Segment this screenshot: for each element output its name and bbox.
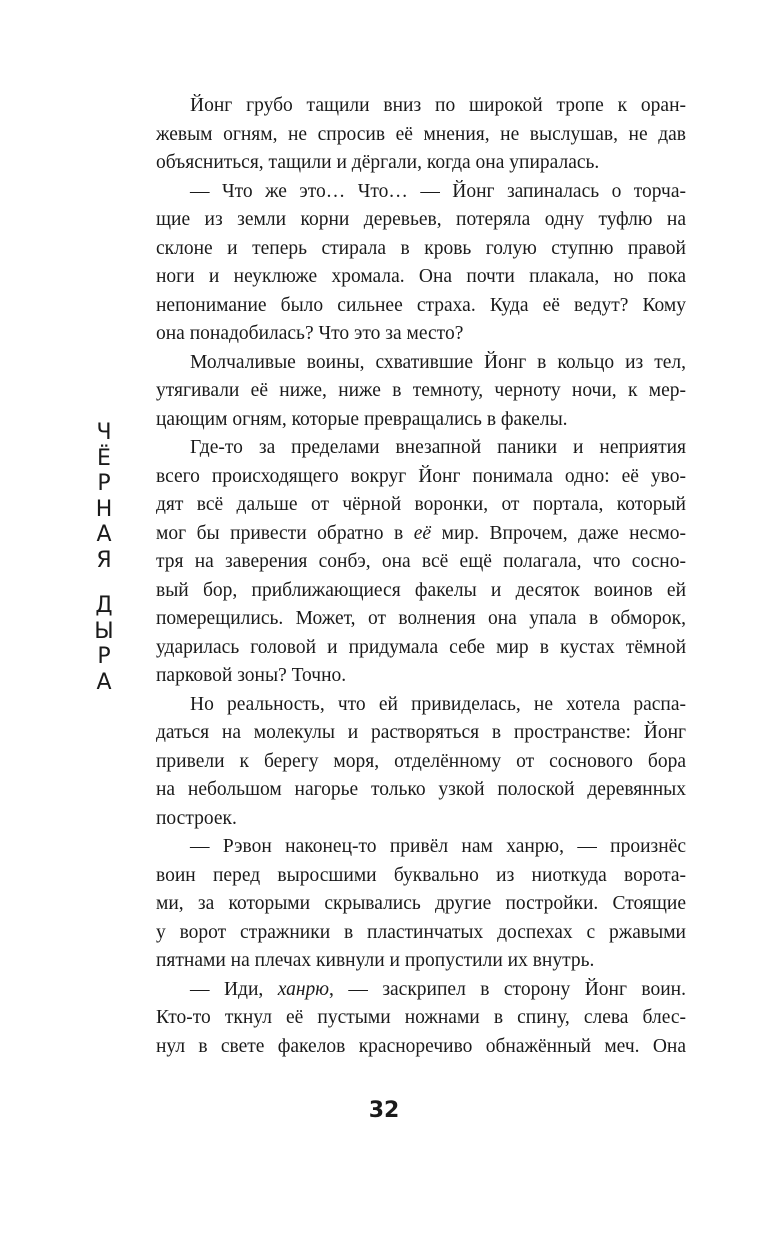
text-line: на небольшом нагорье только узкой полоской деревянных — [156, 779, 686, 800]
text-line: Кто-то ткнул её пустыми ножнами в спину, слева блес- — [156, 1007, 686, 1028]
text-line: утягивали её ниже, ниже в темноту, черноту ночи, к мер- — [156, 380, 686, 401]
text-line: она понадобилась? Что это за место? — [156, 323, 464, 344]
text-line: привели к берегу моря, отделённому от соснового бора — [156, 750, 686, 772]
running-head-book-title — [86, 420, 122, 695]
title-letter: Ч — [96, 420, 112, 445]
paragraph — [156, 178, 686, 349]
text-line: у ворот стражники в пластинчатых доспехах с ржавыми — [156, 921, 686, 943]
text-line: жевым огням, не спросив её мнения, не выслушав, не дав — [156, 123, 686, 145]
page-number: 32 — [368, 1098, 400, 1123]
text-line: щие из земли корни деревьев, потеряла одну туфлю на — [156, 209, 686, 230]
text-line: Молчаливые воины, схватившие Йонг в кольцо из тел, — [190, 351, 686, 373]
text-line: нул в свете факелов красноречиво обнажённый меч. Она — [156, 1035, 686, 1057]
title-letter: Ё — [97, 445, 111, 471]
title-letter: Р — [97, 644, 111, 669]
text-line: вый бор, приближающиеся факелы и десяток воинов ей — [156, 579, 686, 601]
text-line: померещились. Может, от волнения она упала в обморок, — [156, 608, 686, 629]
text-line: мог бы привести обратно в её мир. Впрочем, даже несмо- — [156, 522, 686, 544]
title-letter: Н — [95, 496, 113, 522]
text-line: — Рэвон наконец-то привёл нам ханрю, — произнёс — [190, 836, 686, 857]
title-letter: Р — [97, 471, 111, 496]
text-line: Где-то за пределами внезапной паники и неприятия — [190, 437, 686, 458]
text-line: дят всё дальше от чёрной воронки, от портала, который — [156, 494, 686, 515]
text-line: всего происходящего вокруг Йонг понимала одно: её уво- — [156, 465, 686, 487]
text-line: цающим огням, которые превращались в факелы. — [156, 408, 568, 430]
paragraph — [156, 976, 686, 1062]
text-line: — Что же это… Что… — Йонг запиналась о торча- — [190, 180, 686, 202]
text-line: склоне и теперь стирала в кровь голую ступню правой — [156, 237, 686, 259]
title-letter: А — [96, 522, 112, 547]
text-line: ноги и неуклюже хромала. Она почти плакала, но пока — [156, 266, 686, 287]
title-letter: Д — [95, 593, 113, 618]
text-line: построек. — [156, 807, 237, 829]
text-line: ударилась головой и придумала себе мир в кустах тёмной — [156, 636, 686, 658]
text-line: — Иди, ханрю, — заскрипел в сторону Йонг воин. — [190, 978, 686, 1000]
text-line: воин перед выросшими буквально из ниоткуда ворота- — [156, 864, 686, 886]
title-letter: Ы — [94, 618, 114, 644]
title-letter: Я — [96, 547, 112, 573]
title-gap — [86, 573, 122, 593]
text-line: пятнами на плечах кивнули и пропустили их внутрь. — [156, 950, 595, 971]
paragraph — [156, 92, 686, 178]
text-line: объясниться, тащили и дёргали, когда она упиралась. — [156, 152, 600, 173]
text-line: тря на заверения сонбэ, она всё ещё полагала, что сосно- — [156, 551, 686, 572]
title-letter: А — [96, 669, 112, 695]
paragraph — [156, 833, 686, 976]
text-line: ми, за которыми скрывались другие постройки. Стоящие — [156, 893, 686, 914]
text-line: непонимание было сильнее страха. Куда её ведут? Кому — [156, 294, 686, 316]
text-line: парковой зоны? Точно. — [156, 665, 347, 686]
body-text — [156, 92, 686, 1061]
paragraph — [156, 691, 686, 834]
paragraph — [156, 434, 686, 691]
text-line: Но реальность, что ей привиделась, не хотела распа- — [190, 693, 686, 715]
text-line: Йонг грубо тащили вниз по широкой тропе к оран- — [190, 95, 686, 116]
paragraph — [156, 349, 686, 435]
text-line: даться на молекулы и растворяться в пространстве: Йонг — [156, 722, 686, 743]
